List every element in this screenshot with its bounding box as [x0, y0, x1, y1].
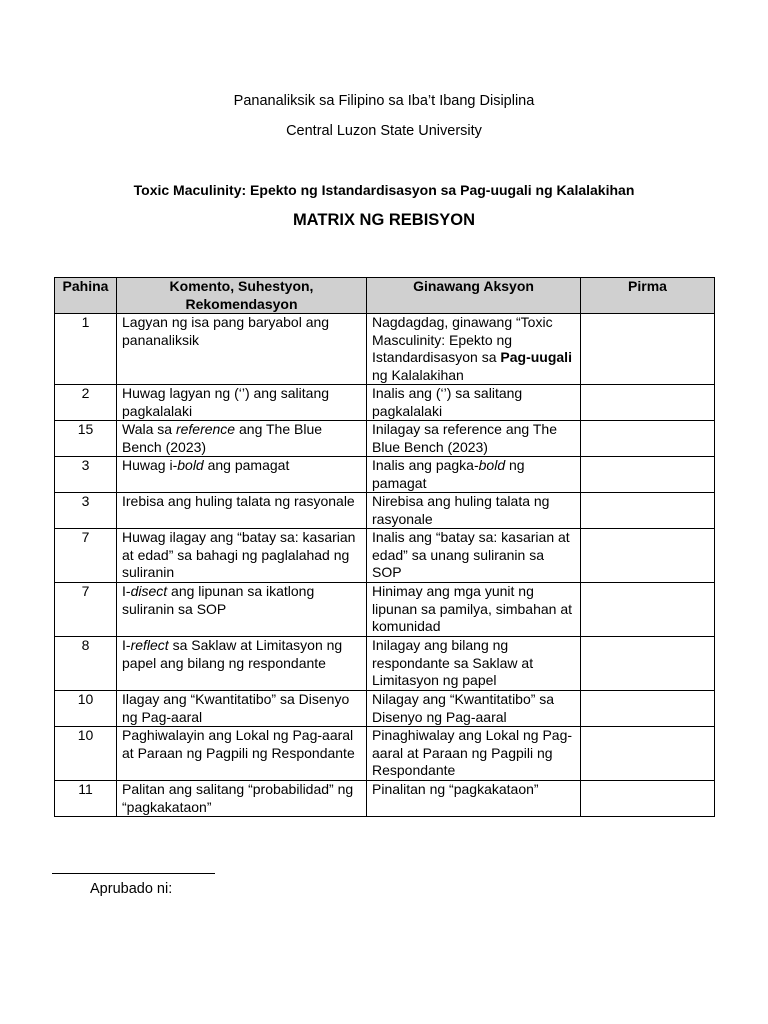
- table-row: [55, 781, 715, 817]
- cell-text: Lagyan ng isa pang baryabol ang pananaliksik: [122, 314, 330, 348]
- page-number-cell: 7: [55, 529, 117, 583]
- page-number-cell: 10: [55, 727, 117, 781]
- university-name: Central Luzon State University: [286, 123, 482, 139]
- signature-cell[interactable]: [581, 385, 715, 421]
- comment-cell: [117, 781, 367, 817]
- institution-line: Pananaliksik sa Filipino sa Iba’t Ibang Disiplina: [233, 93, 535, 109]
- table-row: [55, 529, 715, 583]
- action-cell: [367, 493, 581, 529]
- signature-cell[interactable]: [581, 421, 715, 457]
- table-row: [55, 314, 715, 385]
- cell-text: bold: [478, 457, 506, 473]
- matrix-title: MATRIX NG REBISYON: [292, 211, 476, 229]
- cell-text: ang pamagat: [203, 457, 290, 473]
- table-row: [55, 457, 715, 493]
- cell-text: Huwag ilagay ang “batay sa: kasarian at edad” sa bahagi ng paglalahad ng suliranin: [122, 529, 356, 580]
- cell-text: Inilagay ang bilang ng respondante sa Saklaw at Limitasyon ng papel: [372, 637, 534, 688]
- signature-line: [52, 873, 215, 874]
- cell-text: Ilagay ang “Kwantitatibo” sa Disenyo ng Pag-aaral: [122, 691, 350, 725]
- header-pirma: Pirma: [581, 278, 715, 314]
- action-cell: [367, 637, 581, 691]
- table-row: [55, 493, 715, 529]
- cell-text: Paghiwalayin ang Lokal ng Pag-aaral at Paraan ng Pagpili ng Respondante: [122, 727, 355, 761]
- cell-text: ang The Blue Bench (2023): [122, 421, 323, 455]
- cell-text: I-: [122, 583, 131, 599]
- comment-cell: [117, 457, 367, 493]
- table-row: [55, 583, 715, 637]
- signature-cell[interactable]: [581, 457, 715, 493]
- page-number-cell: 3: [55, 493, 117, 529]
- comment-cell: [117, 385, 367, 421]
- comment-cell: [117, 691, 367, 727]
- signature-cell[interactable]: [581, 493, 715, 529]
- signature-cell[interactable]: [581, 314, 715, 385]
- cell-text: bold: [177, 457, 204, 473]
- action-cell: [367, 529, 581, 583]
- cell-text: I-: [122, 637, 131, 653]
- cell-text: Palitan ang salitang “probabilidad” ng “pagkakataon”: [122, 781, 354, 815]
- action-cell: [367, 583, 581, 637]
- cell-text: disect: [130, 583, 168, 599]
- cell-text: Pinalitan ng “pagkakataon”: [372, 781, 539, 797]
- cell-text: ng pamagat: [372, 457, 525, 491]
- cell-text: Inilagay sa reference ang The Blue Bench (2023): [372, 421, 557, 455]
- header-komento: Komento, Suhestyon, Rekomendasyon: [117, 278, 367, 314]
- page-number-cell: 2: [55, 385, 117, 421]
- table-row: [55, 691, 715, 727]
- action-cell: [367, 691, 581, 727]
- comment-cell: [117, 421, 367, 457]
- cell-text: Pag-uugali: [500, 349, 572, 365]
- comment-cell: [117, 493, 367, 529]
- page-number-cell: 11: [55, 781, 117, 817]
- table-row: [55, 727, 715, 781]
- table-row: [55, 421, 715, 457]
- header-ginawang-aksyon: Ginawang Aksyon: [367, 278, 581, 314]
- cell-text: Inalis ang (‘’) sa salitang pagkalalaki: [372, 385, 523, 419]
- signature-cell[interactable]: [581, 529, 715, 583]
- action-cell: [367, 781, 581, 817]
- action-cell: [367, 727, 581, 781]
- page-number-cell: 8: [55, 637, 117, 691]
- comment-cell: [117, 727, 367, 781]
- comment-cell: [117, 529, 367, 583]
- action-cell: [367, 314, 581, 385]
- action-cell: [367, 385, 581, 421]
- approved-by-label: Aprubado ni:: [90, 881, 173, 897]
- table-row: [55, 637, 715, 691]
- table-body: [55, 314, 715, 817]
- cell-text: reference: [175, 421, 236, 437]
- paper-title: Toxic Maculinity: Epekto ng Istandardisasyon sa Pag-uugali ng Kalalakihan: [133, 182, 635, 198]
- comment-cell: [117, 637, 367, 691]
- revision-matrix-table: [54, 277, 715, 817]
- table-row: [55, 385, 715, 421]
- cell-text: Inalis ang “batay sa: kasarian at edad” sa unang suliranin sa SOP: [372, 529, 570, 580]
- cell-text: Irebisa ang huling talata ng rasyonale: [122, 493, 355, 509]
- signature-cell[interactable]: [581, 727, 715, 781]
- signature-cell[interactable]: [581, 691, 715, 727]
- signature-cell[interactable]: [581, 583, 715, 637]
- page-number-cell: 10: [55, 691, 117, 727]
- signature-cell[interactable]: [581, 781, 715, 817]
- cell-text: Nilagay ang “Kwantitatibo” sa Disenyo ng Pag-aaral: [372, 691, 555, 725]
- cell-text: Inalis ang pagka-: [372, 457, 479, 473]
- cell-text: Huwag i-: [122, 457, 178, 473]
- action-cell: [367, 457, 581, 493]
- cell-text: Nirebisa ang huling talata ng rasyonale: [372, 493, 550, 527]
- page-number-cell: 15: [55, 421, 117, 457]
- comment-cell: [117, 314, 367, 385]
- cell-text: Nagdagdag, ginawang “Toxic Masculinity: Epekto ng Istandardisasyon sa: [372, 314, 553, 365]
- cell-text: sa Saklaw at Limitasyon ng papel ang bilang ng respondante: [122, 637, 343, 671]
- cell-text: Pinaghiwalay ang Lokal ng Pag-aaral at Paraan ng Pagpili ng Respondante: [372, 727, 573, 778]
- page-number-cell: 3: [55, 457, 117, 493]
- page-number-cell: 1: [55, 314, 117, 385]
- cell-text: Hinimay ang mga yunit ng lipunan sa pamilya, simbahan at komunidad: [372, 583, 573, 634]
- signature-cell[interactable]: [581, 637, 715, 691]
- cell-text: reflect: [130, 637, 169, 653]
- table-header-row: [55, 278, 715, 314]
- cell-text: Wala sa: [122, 421, 176, 437]
- action-cell: [367, 421, 581, 457]
- header-pahina: Pahina: [55, 278, 117, 314]
- comment-cell: [117, 583, 367, 637]
- cell-text: ng Kalalakihan: [372, 366, 464, 383]
- cell-text: Huwag lagyan ng (‘’) ang salitang pagkalalaki: [122, 385, 330, 419]
- page-number-cell: 7: [55, 583, 117, 637]
- cell-text: ang lipunan sa ikatlong suliranin sa SOP: [122, 583, 315, 617]
